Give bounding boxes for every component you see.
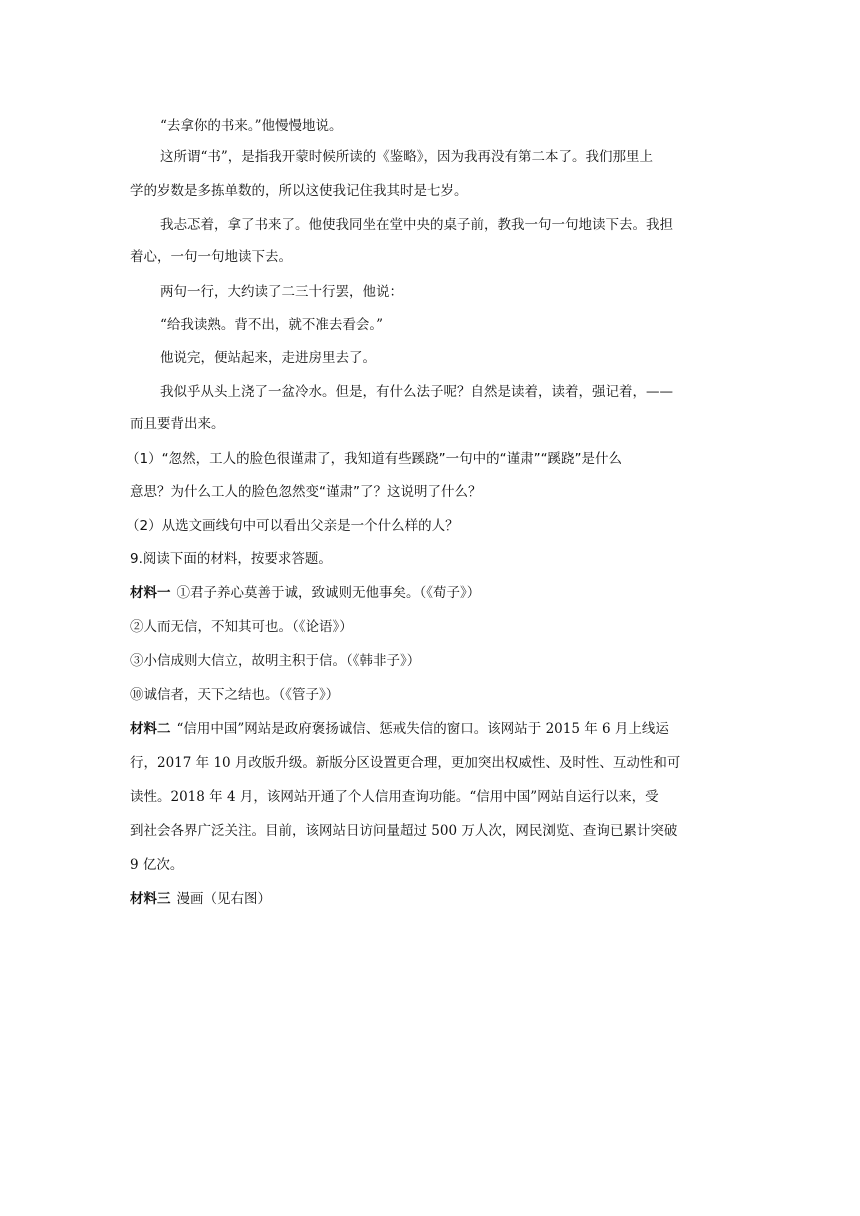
story-paragraph-2-line-1: 这所谓“书”，是指我开蒙时候所读的《鉴略》，因为我再没有第二本了。我们那里上	[160, 149, 654, 165]
material-3-text: 漫画（见右图）	[176, 891, 271, 907]
material-2-line-3: 读性。2018 年 4 月，该网站开通了个人信用查询功能。“信用中国”网站自运行以来，受	[130, 789, 659, 805]
material-2-line-1: “信用中国”网站是政府褒扬诚信、惩戒失信的窗口。该网站于 2015 年 6 月上线运	[176, 721, 669, 737]
question-1-line-2: 意思？为什么工人的脸色忽然变“谨肃”了？这说明了什么？	[130, 484, 482, 500]
story-paragraph-7-line-1: 我似乎从头上浇了一盆冷水。但是，有什么法子呢？自然是读着，读着，强记着，——	[160, 384, 673, 400]
task-9-heading: 9.阅读下面的材料，按要求答题。	[130, 551, 332, 567]
story-paragraph-7-line-2: 而且要背出来。	[130, 416, 225, 432]
story-paragraph-5: “给我读熟。背不出，就不准去看会。”	[160, 317, 384, 333]
material-2-first-line	[130, 720, 669, 738]
story-paragraph-2-line-2: 学的岁数是多拣单数的，所以这使我记住我其时是七岁。	[130, 183, 468, 199]
material-2-line-2: 行，2017 年 10 月改版升级。新版分区设置更合理，更加突出权威性、及时性、互动性和可	[130, 755, 681, 771]
story-paragraph-4: 两句一行，大约读了二三十行罢，他说：	[160, 284, 403, 300]
material-3-line	[130, 890, 271, 908]
story-paragraph-6: 他说完，便站起来，走进房里去了。	[160, 350, 376, 366]
material-1-item-1: ①君子养心莫善于诚，致诚则无他事矣。（《荀子》）	[176, 585, 481, 601]
material-1-item-2: ②人而无信，不知其可也。（《论语》）	[130, 619, 353, 635]
question-2: （2）从选文画线句中可以看出父亲是一个什么样的人？	[126, 518, 459, 534]
material-2-line-4: 到社会各界广泛关注。目前，该网站日访问量超过 500 万人次，网民浏览、查询已累计突破	[130, 823, 678, 839]
material-2-label: 材料二	[130, 721, 171, 737]
story-paragraph-1: “去拿你的书来。”他慢慢地说。	[160, 118, 343, 134]
story-paragraph-3-line-2: 着心，一句一句地读下去。	[130, 249, 292, 265]
material-1-first-line	[130, 584, 480, 602]
material-2-line-5: 9 亿次。	[130, 857, 184, 873]
material-1-item-3: ③小信成则大信立，故明主积于信。（《韩非子》）	[130, 653, 421, 669]
material-1-item-4: ⑩诚信者，天下之结也。（《管子》）	[130, 687, 340, 703]
question-1-line-1: （1）“忽然，工人的脸色很谨肃了，我知道有些蹊跷”一句中的“谨肃”“蹊跷”是什么	[126, 451, 623, 467]
material-1-label: 材料一	[130, 585, 171, 601]
material-3-label: 材料三	[130, 891, 171, 907]
story-paragraph-3-line-1: 我忐忑着，拿了书来了。他使我同坐在堂中央的桌子前，教我一句一句地读下去。我担	[160, 217, 673, 233]
